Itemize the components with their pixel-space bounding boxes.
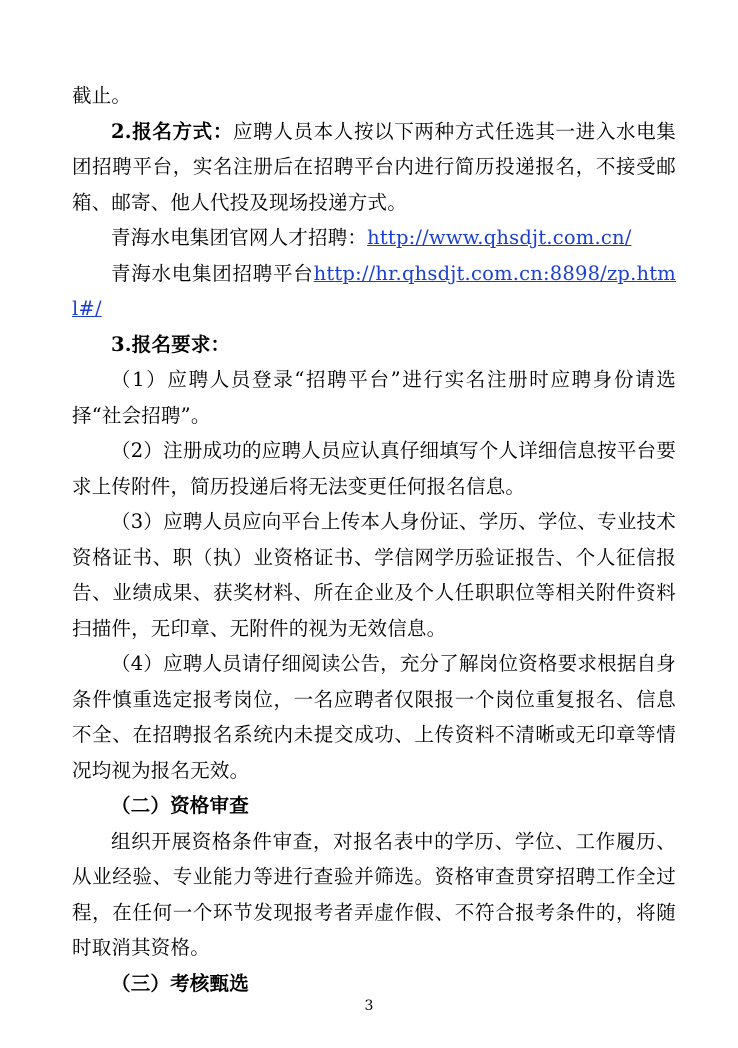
label-recruit-platform: 青海水电集团招聘平台 (111, 261, 314, 285)
paragraph-jiezhi: 截止。 (72, 84, 132, 107)
label-registration-method: 2.报名方式： (111, 119, 233, 143)
paragraph-registration-method (72, 114, 676, 221)
text-registration-method: 应聘人员本人按以下两种方式任选其一进入水电集团招聘平台，实名注册后在招聘平台内进行简历投递报名，不接受邮箱、邮寄、他人代投及现场投递方式。 (72, 119, 676, 214)
heading-qualification-review: （二）资格审查 (111, 794, 249, 817)
paragraph-requirement-2: （2）注册成功的应聘人员应认真仔细填写个人详细信息按平台要求上传附件，简历投递后将无法变更任何报名信息。 (72, 439, 676, 498)
paragraph-requirement-4: （4）应聘人员请仔细阅读公告，充分了解岗位资格要求根据自身条件慎重选定报考岗位，一名应聘者仅限报一个岗位重复报名、信息不全、在招聘报名系统内未提交成功、上传资料不清晰或无印章等情况均视为报名无效。 (72, 652, 676, 782)
link-recruit-platform[interactable]: http://hr.qhsdjt.com.cn:8898/zp.html#/ (72, 261, 676, 320)
page-number: 3 (364, 998, 374, 1014)
label-official-site: 青海水电集团官网人才招聘： (111, 226, 368, 249)
paragraph-qualification-review-body: 组织开展资格条件审查，对报名表中的学历、学位、工作履历、从业经验、专业能力等进行查验并筛选。资格审查贯穿招聘工作全过程，在任何一个环节发现报考者弄虚作假、不符合报考条件的，将随时取消其资格。 (72, 829, 676, 959)
heading-assessment-selection: （三）考核甄选 (111, 971, 249, 995)
heading-registration-requirements: 3.报名要求： (111, 332, 231, 356)
paragraph-official-site (72, 220, 676, 256)
document-body (72, 78, 676, 1001)
link-official-site[interactable]: http://www.qhsdjt.com.cn/ (367, 226, 632, 249)
paragraph-recruit-platform (72, 256, 676, 327)
paragraph-requirement-3: （3）应聘人员应向平台上传本人身份证、学历、学位、专业技术资格证书、职（执）业资格证书、学信网学历验证报告、个人征信报告、业绩成果、获奖材料、所在企业及个人任职职位等相关附件资料扫描件，无印章、无附件的视为无效信息。 (72, 510, 676, 640)
paragraph-requirement-1: （1）应聘人员登录“招聘平台”进行实名注册时应聘身份请选择“社会招聘”。 (72, 368, 676, 427)
